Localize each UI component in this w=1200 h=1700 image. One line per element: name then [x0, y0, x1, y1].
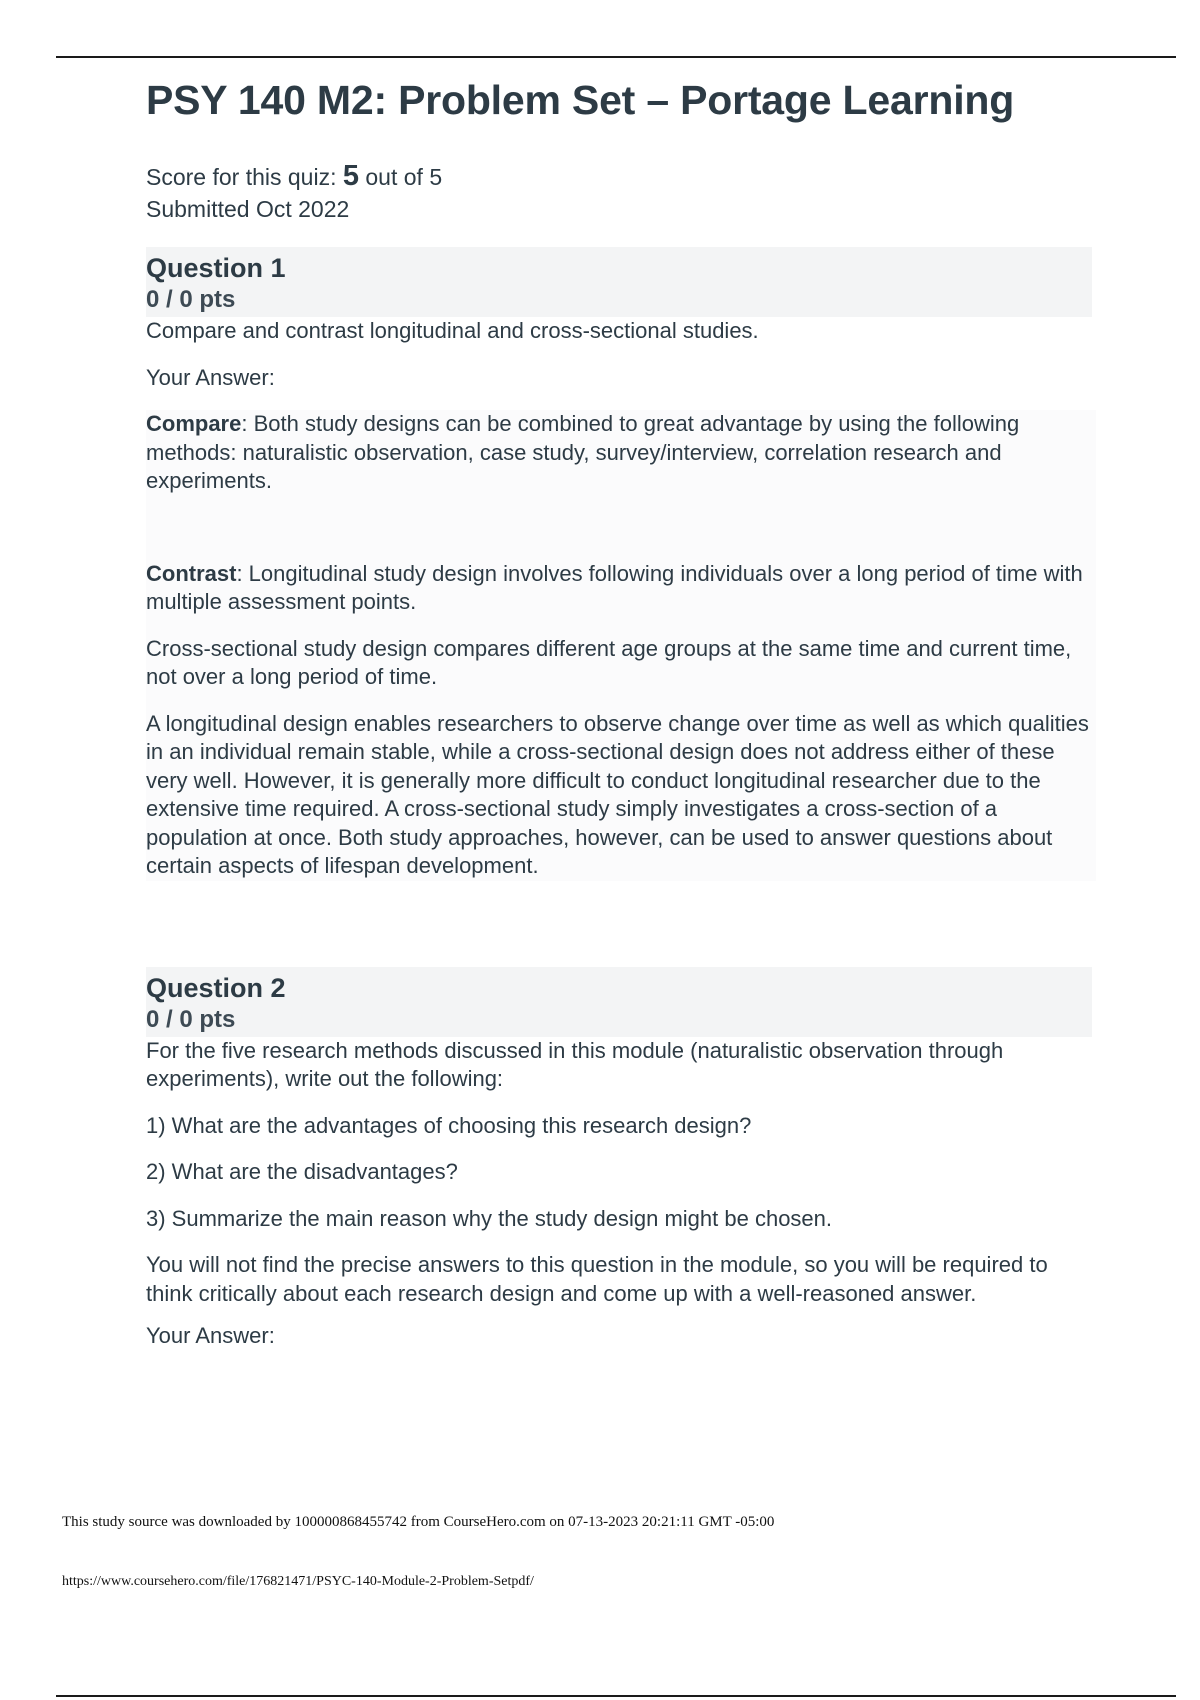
top-rule — [56, 56, 1176, 58]
question-item: 3) Summarize the main reason why the study design might be chosen. — [146, 1205, 833, 1231]
contrast-text: : Longitudinal study design involves following individuals over a long period of time with multiple assessment points. — [146, 560, 1083, 614]
question-points: 0 / 0 pts — [146, 1005, 236, 1033]
answer-contrast — [146, 560, 1096, 617]
question-prompt: Compare and contrast longitudinal and cross-sectional studies. — [146, 318, 759, 343]
question-item: 2) What are the disadvantages? — [146, 1159, 458, 1184]
your-answer-label: Your Answer: — [146, 364, 275, 390]
score-line — [146, 160, 1096, 193]
score-prefix: Score for this quiz: — [146, 164, 337, 190]
source-url[interactable]: https://www.coursehero.com/file/176821471/PSYC-140-Module-2-Problem-Setpdf/ — [62, 1574, 534, 1589]
question-item: 1) What are the advantages of choosing this research design? — [146, 1112, 752, 1138]
score-suffix: out of 5 — [365, 164, 443, 190]
score-value: 5 — [342, 160, 359, 192]
question-1 — [146, 247, 1096, 881]
answer-compare — [146, 410, 1096, 496]
question-header — [146, 967, 1092, 1037]
bottom-rule — [56, 1695, 1176, 1697]
answer-paragraph: Cross-sectional study design compares different age groups at the same time and current time, not over a long period of time. — [146, 635, 1072, 689]
page-title: PSY 140 M2: Problem Set – Portage Learning — [146, 77, 1015, 123]
answer-text — [146, 410, 1096, 881]
compare-text: : Both study designs can be combined to great advantage by using the following methods: naturalistic observation, case study, survey/interview, correlation research and experiments. — [146, 411, 1020, 493]
compare-label: Compare — [146, 411, 242, 436]
submitted-date: Submitted Oct 2022 — [146, 196, 350, 222]
document-body — [146, 70, 1096, 1351]
question-title: Question 1 — [146, 253, 286, 283]
download-source-notice: This study source was downloaded by 100000868455742 from CourseHero.com on 07-13-2023 20:21:11 GMT -05:00 — [62, 1514, 775, 1530]
question-title: Question 2 — [146, 972, 286, 1003]
answer-paragraph: A longitudinal design enables researchers to observe change over time as well as which qualities in an individual remain stable, while a cross-sectional design does not address either of these very well. However, it is generally more difficult to conduct longitudinal researcher due to the extensive time required. A cross-sectional study simply investigates a cross-section of a population at once. Both study approaches, however, can be used to answer questions about certain aspects of lifespan development. — [146, 710, 1089, 878]
contrast-label: Contrast — [146, 560, 237, 586]
your-answer-label: Your Answer: — [146, 1323, 275, 1348]
question-points: 0 / 0 pts — [146, 286, 236, 313]
question-note: You will not find the precise answers to this question in the module, so you will be required to think critically about each research design and come up with a well-reasoned answer. — [146, 1252, 1048, 1306]
question-2 — [146, 967, 1096, 1351]
question-header — [146, 247, 1092, 317]
quiz-score — [146, 160, 1096, 225]
question-prompt: For the five research methods discussed in this module (naturalistic observation through experiments), write out the following: — [146, 1037, 1004, 1091]
